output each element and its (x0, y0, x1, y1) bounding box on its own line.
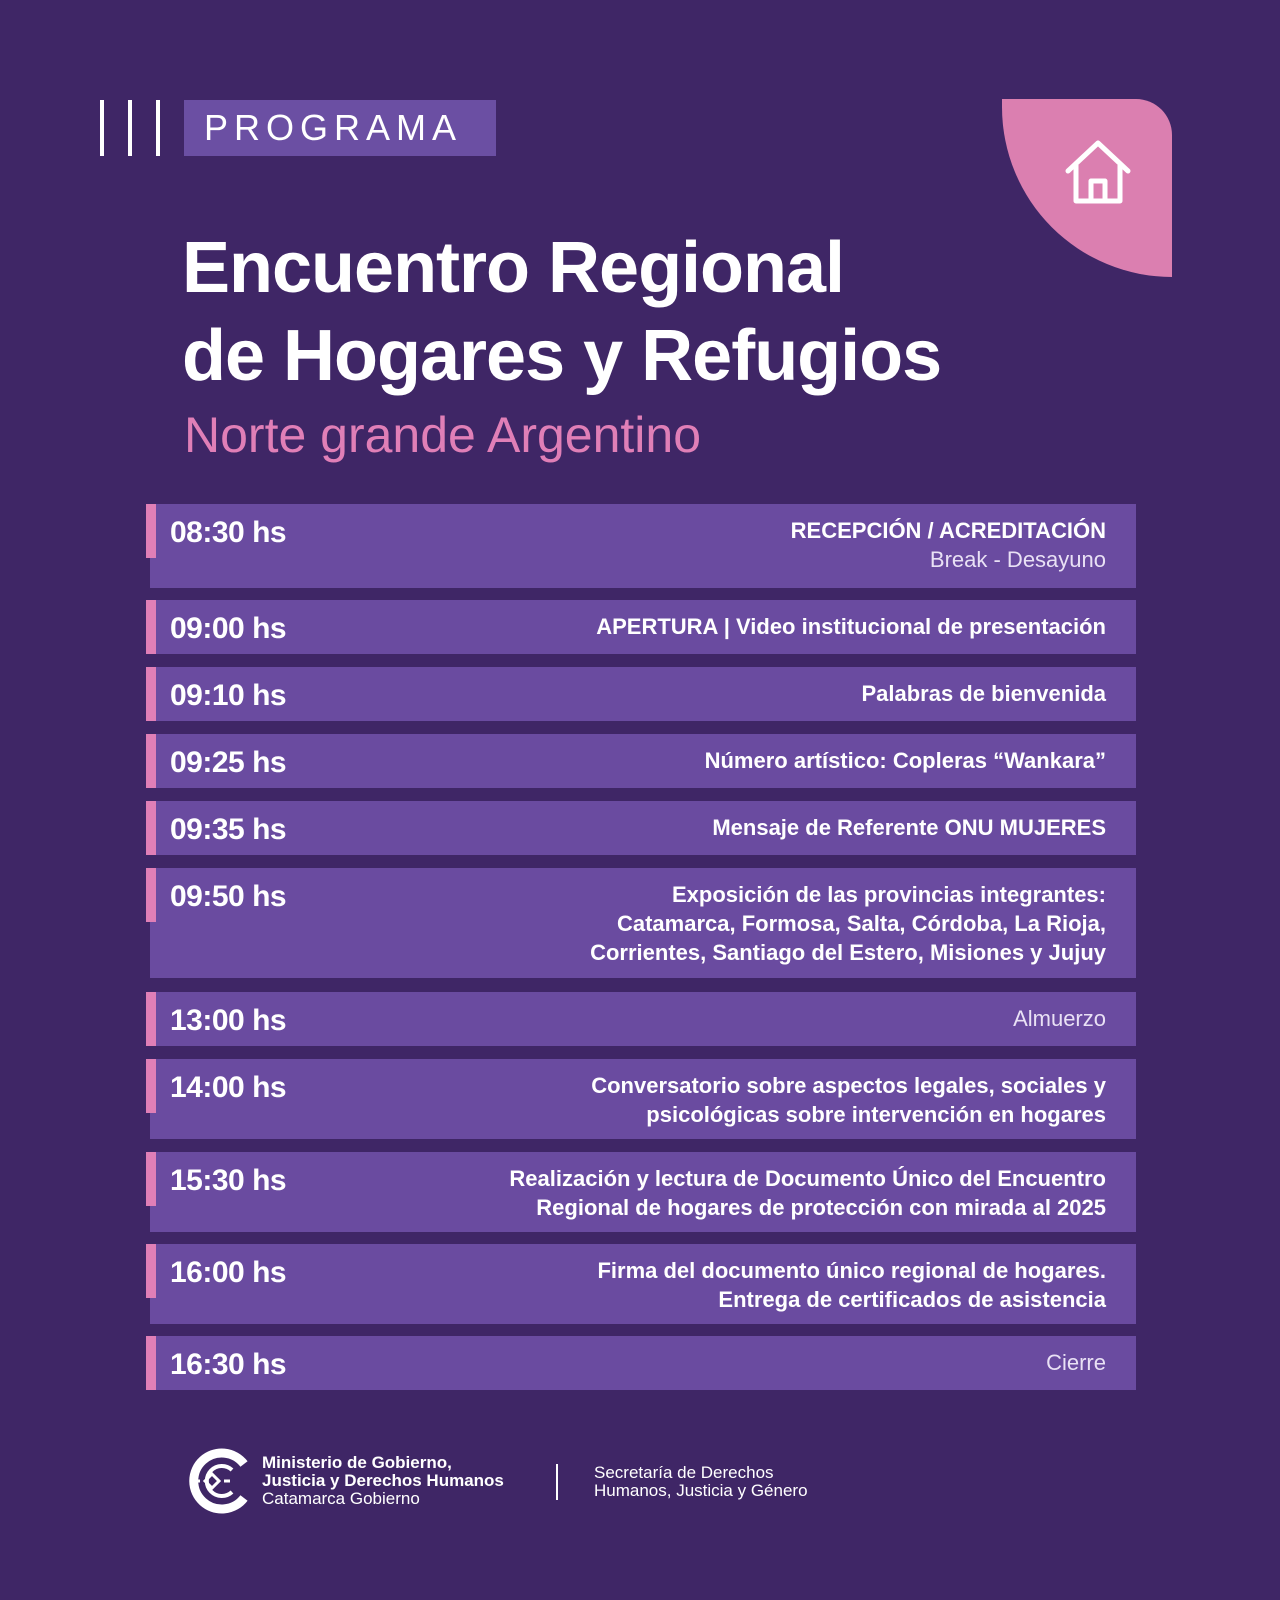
bar (100, 100, 104, 156)
row-description (791, 516, 1106, 574)
bar (128, 100, 132, 156)
row-time: 09:10 hs (170, 679, 287, 712)
page-subtitle: Norte grande Argentino (184, 407, 702, 463)
ministry-name (262, 1454, 562, 1508)
row-time: 13:00 hs (170, 1004, 287, 1037)
row-description (509, 1164, 1106, 1222)
schedule-row (150, 504, 1136, 588)
sec-line-1: Secretaría de Derechos (594, 1463, 774, 1482)
row-time: 14:00 hs (170, 1071, 287, 1104)
row-accent (146, 667, 156, 721)
row-title: Palabras de bienvenida (861, 681, 1106, 706)
row-time: 09:00 hs (170, 612, 287, 645)
row-accent (146, 801, 156, 855)
row-time: 16:30 hs (170, 1348, 287, 1381)
schedule-row (150, 992, 1136, 1046)
row-description (591, 1071, 1106, 1129)
row-time: 09:25 hs (170, 746, 287, 779)
row-accent (146, 1336, 156, 1390)
schedule-row (150, 1336, 1136, 1390)
program-tag: PROGRAMA (184, 100, 496, 156)
house-icon (1062, 137, 1134, 207)
row-description (1013, 1004, 1106, 1033)
schedule-row (150, 868, 1136, 978)
row-title: Número artístico: Copleras “Wankara” (704, 748, 1106, 773)
decorative-bars (100, 100, 160, 156)
row-description (705, 746, 1106, 775)
row-description (861, 679, 1106, 708)
row-title: RECEPCIÓN / ACREDITACIÓN (790, 518, 1106, 543)
row-accent (146, 734, 156, 788)
ministry-logo-icon (184, 1446, 254, 1516)
sec-line-2: Humanos, Justicia y Género (594, 1481, 808, 1500)
row-description (712, 813, 1106, 842)
title-line-1: Encuentro Regional (182, 228, 845, 308)
row-detail: Cierre (1046, 1350, 1106, 1375)
row-time: 09:50 hs (170, 880, 287, 913)
row-accent (146, 504, 156, 558)
schedule-row (150, 600, 1136, 654)
schedule-row (150, 734, 1136, 788)
row-accent (146, 600, 156, 654)
schedule-row (150, 1152, 1136, 1232)
row-accent (146, 1059, 156, 1113)
row-title: Realización y lectura de Documento Único del Encuentro Regional de hogares de protección con mirada al 2025 (509, 1166, 1106, 1220)
row-accent (146, 868, 156, 922)
row-description (590, 880, 1106, 967)
bar (156, 100, 160, 156)
secretariat-name (594, 1464, 854, 1500)
org-line-3: Catamarca Gobierno (262, 1489, 420, 1508)
row-description (596, 612, 1106, 641)
row-time: 16:00 hs (170, 1256, 287, 1289)
schedule-row (150, 801, 1136, 855)
schedule-row (150, 667, 1136, 721)
row-time: 08:30 hs (170, 516, 287, 549)
row-title: Mensaje de Referente ONU MUJERES (712, 815, 1106, 840)
schedule-row (150, 1059, 1136, 1139)
title-line-2: de Hogares y Refugios (182, 316, 942, 396)
row-description (1046, 1348, 1106, 1377)
page-title (182, 224, 1132, 400)
row-detail: Almuerzo (1013, 1006, 1106, 1031)
org-line-1: Ministerio de Gobierno, (262, 1453, 452, 1472)
row-title: Exposición de las provincias integrantes: Catamarca, Formosa, Salta, Córdoba, La Rioja, Corrientes, Santiago del Estero, Misiones y Jujuy (590, 882, 1106, 965)
row-time: 15:30 hs (170, 1164, 287, 1197)
row-title: Conversatorio sobre aspectos legales, sociales y psicológicas sobre intervención en hogares (591, 1073, 1106, 1127)
row-accent (146, 1152, 156, 1206)
row-accent (146, 992, 156, 1046)
row-detail: Break - Desayuno (929, 547, 1106, 572)
org-line-2: Justicia y Derechos Humanos (262, 1471, 504, 1490)
row-title: Firma del documento único regional de hogares. Entrega de certificados de asistencia (597, 1258, 1106, 1312)
row-description (597, 1256, 1106, 1314)
row-time: 09:35 hs (170, 813, 287, 846)
schedule-row (150, 1244, 1136, 1324)
row-title: APERTURA | Video institucional de presentación (596, 614, 1106, 639)
row-accent (146, 1244, 156, 1298)
footer-divider (556, 1464, 558, 1500)
